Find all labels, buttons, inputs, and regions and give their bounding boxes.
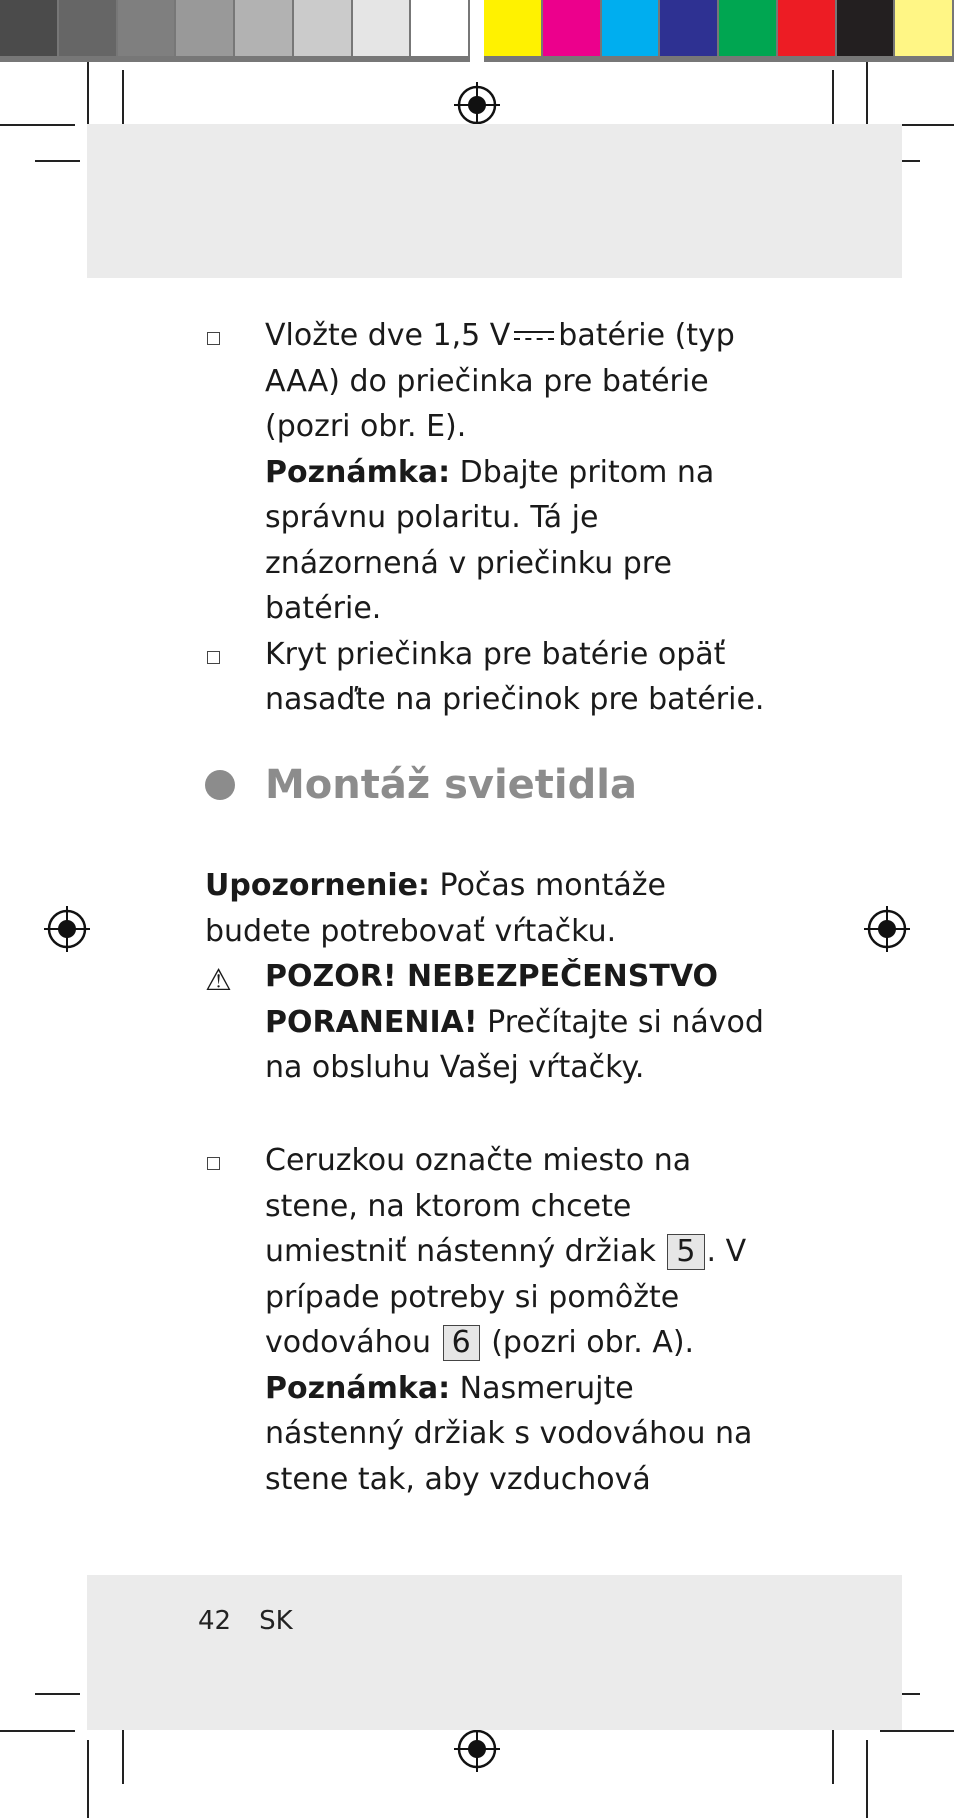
step-text: Kryt priečinka pre batérie opäť nasaďte na priečinok pre batérie. [265, 636, 765, 717]
crop-mark [866, 1740, 868, 1818]
checkbox-bullet-icon [207, 1157, 220, 1170]
step-text: (pozri obr. A). [491, 1325, 695, 1360]
crop-mark [35, 1693, 80, 1695]
crop-mark [0, 124, 75, 126]
color-swatch [719, 0, 778, 56]
step-text: Ceruzkou označte miesto na stene, na ktorom chcete umiestniť nástenný držiak [265, 1143, 692, 1269]
checkbox-bullet-icon [207, 651, 220, 664]
color-swatch [543, 0, 602, 56]
color-swatch [778, 0, 837, 56]
notice-text: Počas montáže budete potrebovať vŕtačku. [205, 868, 666, 949]
color-swatch [59, 0, 118, 56]
registration-mark-icon [864, 906, 910, 952]
step-text: . V prípade potreby si pomôžte vodováhou [265, 1234, 747, 1360]
crop-mark [832, 70, 834, 132]
section-title: Montáž svietidla [265, 762, 637, 808]
bullet-dot-icon [205, 770, 235, 800]
note-text: Dbajte pritom na správnu polaritu. Tá je znázornená v priečinku pre batérie. [265, 454, 715, 626]
page-number: 42 [198, 1606, 232, 1636]
note-label: Poznámka: [265, 1370, 451, 1406]
notice-label: Upozornenie: [205, 868, 430, 903]
notice-block [205, 863, 765, 954]
warning-triangle-icon: ⚠ [205, 963, 232, 998]
color-swatch [235, 0, 294, 56]
crop-mark [832, 1722, 834, 1784]
section-heading [205, 762, 765, 808]
page-footer [198, 1606, 321, 1636]
header-panel [87, 124, 902, 278]
list-item [205, 313, 765, 632]
color-swatch [294, 0, 353, 56]
color-swatch [484, 0, 543, 56]
crop-mark [87, 1740, 89, 1818]
color-swatch [176, 0, 235, 56]
checkbox-bullet-icon [207, 332, 220, 345]
color-swatch [353, 0, 412, 56]
dc-symbol-icon [514, 327, 554, 347]
crop-mark [35, 160, 80, 162]
color-calibration-bar [484, 0, 954, 62]
gray-calibration-bar [0, 0, 470, 62]
registration-mark-icon [454, 82, 500, 128]
step-text: batérie (typ AAA) do priečinka pre batérie (pozri obr. E). [265, 318, 735, 444]
color-swatch [602, 0, 661, 56]
note-label: Poznámka: [265, 454, 451, 490]
registration-mark-icon [454, 1726, 500, 1772]
color-swatch [0, 0, 59, 56]
color-swatch [660, 0, 719, 56]
crop-mark [122, 70, 124, 132]
warning-label: POZOR! NEBEZPEČENSTVO PORANENIA! [265, 959, 719, 1040]
crop-mark [122, 1722, 124, 1784]
registration-mark-icon [44, 906, 90, 952]
color-swatch [895, 0, 954, 56]
list-item [205, 1138, 765, 1502]
part-reference-6: 6 [443, 1325, 480, 1361]
mount-step [205, 1138, 765, 1502]
footer-panel [87, 1575, 902, 1730]
note-text: Nasmerujte nástenný držiak s vodováhou na stene tak, aby vzduchová [265, 1370, 753, 1497]
color-swatch [411, 0, 470, 56]
crop-mark [866, 62, 868, 124]
list-item [205, 632, 765, 723]
crop-mark [87, 62, 89, 124]
language-code: SK [259, 1606, 293, 1636]
battery-steps [205, 313, 765, 723]
warning-block [205, 954, 765, 1091]
step-text: Vložte dve 1,5 V [265, 318, 511, 353]
warning-text: Prečítajte si návod na obsluhu Vašej vŕtačky. [265, 1004, 764, 1085]
crop-mark [0, 1730, 75, 1732]
part-reference-5: 5 [667, 1234, 704, 1270]
crop-mark [880, 1730, 954, 1732]
color-swatch [837, 0, 896, 56]
color-swatch [118, 0, 177, 56]
